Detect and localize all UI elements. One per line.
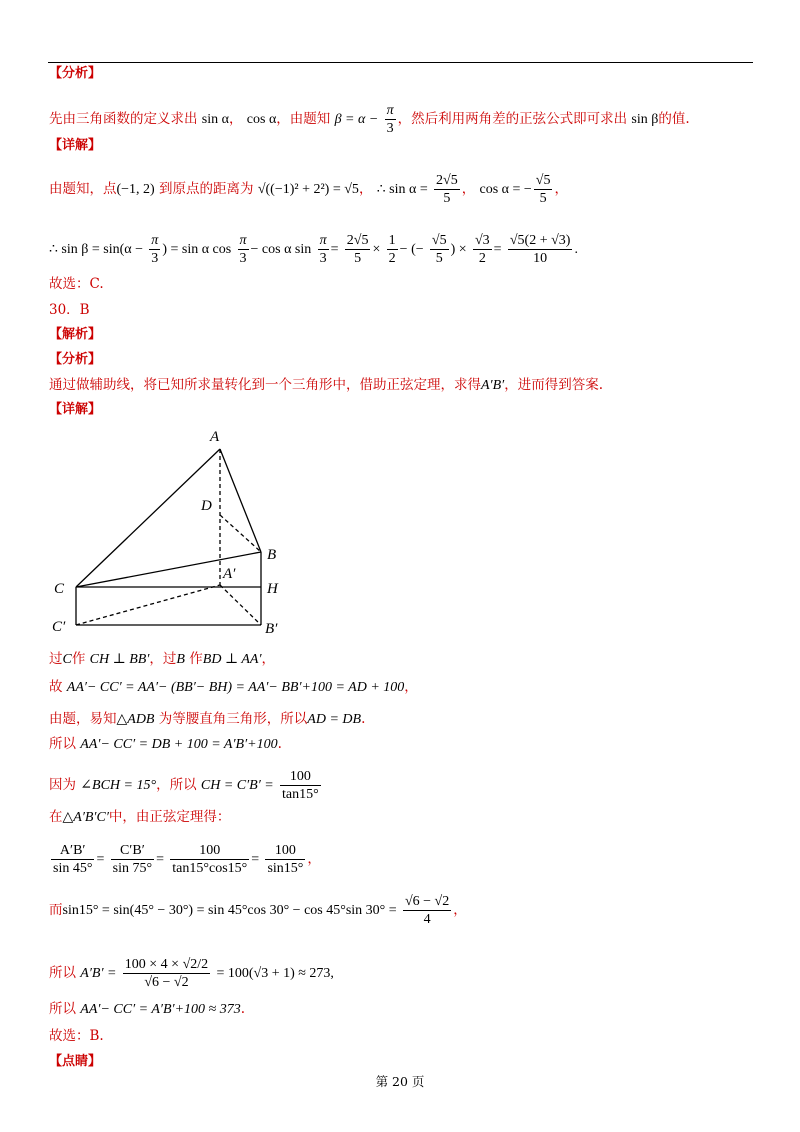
s1-e: ， [261, 651, 276, 667]
period: . [574, 242, 578, 257]
s10-eq: AA′− CC′ = A′B′+100 ≈ 373 [80, 1002, 241, 1017]
distance: √((−1)² + 2²) = √5 [257, 182, 359, 197]
s8-frac [403, 893, 451, 928]
s1-c: ，过 [149, 651, 177, 667]
step-9 [49, 956, 334, 991]
s10-a: 所以 [49, 1001, 76, 1017]
s1-d: 作 [189, 651, 203, 667]
one: 1 [388, 233, 396, 248]
s8-num: √6 − √2 [404, 894, 450, 909]
analysis2-a: 通过做辅助线，将已知所求量转化到一个三角形中，借助正弦定理，求得 [49, 377, 481, 393]
therefore-sin: ∴ sin α = [376, 182, 428, 197]
sin-beta: sin β [631, 112, 659, 127]
cos-frac [534, 172, 553, 207]
step-6 [49, 807, 230, 828]
d2-a: ∴ sin β = sin(α − [49, 242, 143, 257]
s7-eq3: = [251, 852, 260, 867]
d2-b: ) = sin α cos [162, 242, 232, 257]
s7-f4 [265, 842, 305, 877]
cos-frac-2 [430, 232, 449, 267]
edge-AB [220, 449, 261, 552]
pi-b: π [239, 233, 247, 248]
s6-tri: △A′B′C′ [62, 810, 109, 825]
label-B: B [267, 547, 277, 563]
d1-c: ， [358, 181, 373, 197]
s1-BD: BD ⊥ AA′ [202, 652, 262, 667]
geometry-figure [40, 425, 300, 640]
s9-frac [123, 956, 210, 991]
analysis-d: 的值. [658, 111, 690, 127]
detail-line-2 [49, 232, 578, 267]
result-frac [508, 232, 573, 267]
answer-1: 故选：C. [49, 276, 104, 292]
pi-c: π [319, 233, 327, 248]
s10-b: . [240, 1001, 245, 1017]
s9-rhs: = 100(√3 + 1) ≈ 273, [216, 966, 334, 981]
s5-num: 100 [280, 768, 321, 786]
analysis-c: ，然后利用两角差的正弦公式即可求出 [397, 111, 628, 127]
s1-a: 过 [49, 651, 63, 667]
s7-f2d: sin 75° [112, 861, 153, 876]
step-1 [49, 649, 275, 670]
detail-tag-1: 【详解】 [49, 138, 102, 153]
comma: ， [461, 181, 476, 197]
s5-eq: CH = C′B′ = [200, 778, 274, 793]
s7-end: ， [307, 851, 321, 867]
s4-a: 所以 [49, 736, 76, 752]
three-c: 3 [319, 251, 327, 266]
detail-tag-2: 【详解】 [49, 402, 102, 417]
s3-c: . [361, 711, 366, 727]
step-2 [49, 677, 418, 698]
step-5 [49, 768, 323, 803]
s4-eq: AA′− CC′ = DB + 100 = A′B′+100 [80, 737, 278, 752]
label-Cp: C′ [52, 619, 66, 635]
cos-lhs: cos α = − [479, 182, 532, 197]
two: 2 [388, 251, 396, 266]
s9-a: 所以 [49, 965, 76, 981]
label-A: A [210, 429, 220, 445]
analysis2-end: ，进而得到答案. [504, 377, 604, 393]
step-8 [49, 893, 467, 928]
pi-over-3 [385, 102, 396, 137]
edge-CpAp [76, 585, 220, 625]
s3-b: 为等腰直角三角形，所以 [158, 711, 308, 727]
sin-frac [434, 172, 460, 207]
sin-den: 5 [443, 191, 451, 206]
dianjing-tag: 【点睛】 [49, 1054, 102, 1069]
s3-a: 由题，易知 [49, 711, 117, 727]
pi3-b [238, 232, 249, 267]
sin-frac-2 [345, 232, 371, 267]
s5-b: ，所以 [156, 777, 197, 793]
s7-eq1: = [96, 852, 105, 867]
d2-g: ) × [450, 242, 467, 257]
analysis-b: ，由题知 [276, 111, 331, 127]
s8-eq: sin15° = sin(45° − 30°) = sin 45°cos 30° − cos 45°sin 30° = [62, 903, 397, 918]
s1-B: B [176, 652, 185, 667]
three-b: 3 [239, 251, 247, 266]
s7-f1n: A′B′ [51, 842, 94, 860]
cos-alpha: cos α [246, 112, 277, 127]
s7-f1 [51, 842, 94, 877]
s7-f4d: sin15° [267, 861, 304, 876]
s3-tri: △ADB [116, 712, 155, 727]
label-H: H [267, 581, 278, 597]
analysis-tag-2: 【分析】 [49, 352, 102, 367]
half [387, 232, 398, 267]
answer-2: 故选：B. [49, 1028, 104, 1044]
sin-den-2: 5 [354, 251, 362, 266]
d2-f: − (− [399, 242, 424, 257]
s8-den: 4 [423, 912, 431, 927]
sin-alpha: sin α [201, 112, 229, 127]
s9-den: √6 − √2 [144, 975, 189, 990]
d2-h: = [493, 242, 502, 257]
header-rule [48, 62, 753, 63]
label-C: C [54, 581, 65, 597]
cos-den-2: 5 [435, 251, 443, 266]
step-7 [49, 842, 321, 877]
comma2: ， [554, 181, 568, 197]
s7-f3d: tan15°cos15° [172, 861, 248, 876]
res-den: 10 [533, 251, 548, 266]
point: (−1, 2) [116, 182, 155, 197]
s1-b: 作 [71, 651, 86, 667]
s1-C: C [62, 652, 72, 667]
s5-ang: ∠BCH = 15° [80, 778, 157, 793]
s2-a: 故 [49, 679, 63, 695]
s7-f4n: 100 [265, 842, 305, 860]
s7-f1d: sin 45° [53, 861, 93, 876]
step-4 [49, 734, 282, 755]
sqrt3-half [473, 232, 492, 267]
cos-den: 5 [539, 191, 547, 206]
pi3-c [318, 232, 329, 267]
d1-b: 到原点的距离为 [159, 181, 254, 197]
cos-num-2: √5 [431, 233, 447, 248]
sin-num-2: 2√5 [346, 233, 369, 248]
s5-a: 因为 [49, 777, 76, 793]
s7-f2 [111, 842, 154, 877]
cos-num: √5 [535, 173, 551, 188]
analysis-text-1 [49, 102, 690, 137]
three-a: 3 [151, 251, 159, 266]
s8-a: 而 [49, 902, 63, 918]
s8-b: ， [453, 902, 467, 918]
analysis-a: 先由三角函数的定义求出 [49, 111, 198, 127]
jiexi-tag: 【解析】 [49, 327, 102, 342]
analysis-tag-1: 【分析】 [49, 66, 102, 81]
q30-title: 30．B [49, 302, 90, 318]
pi: π [386, 103, 394, 118]
label-Ap: A′ [223, 566, 236, 582]
step-10 [49, 999, 245, 1020]
s6-a: 在 [49, 809, 63, 825]
apbp: A′B′ [481, 378, 505, 393]
s2-eq: AA′− CC′ = AA′− (BB′− BH) = AA′− BB′+100 = AD + 100 [66, 680, 405, 695]
edge-ApBp [220, 585, 261, 625]
beta-eq: β = α − [334, 112, 379, 127]
d2-e: × [372, 242, 381, 257]
sqrt3: √3 [474, 233, 490, 248]
s3-eq: AD = DB [307, 712, 362, 727]
sin-num: 2√5 [436, 173, 458, 188]
s7-f2n: C′B′ [111, 842, 154, 860]
edge-CA [76, 449, 220, 587]
analysis-text-2 [49, 375, 603, 396]
res-num: √5(2 + √3) [509, 233, 571, 248]
pi3-a [149, 232, 160, 267]
d2-d: = [330, 242, 339, 257]
s4-b: . [277, 736, 282, 752]
s7-f3n: 100 [170, 842, 249, 860]
two-b: 2 [478, 251, 486, 266]
page-number: 第 20 页 [375, 1074, 425, 1089]
s1-CH: CH ⊥ BB′ [89, 652, 150, 667]
step-3 [49, 709, 365, 730]
detail-line-1 [49, 172, 568, 207]
s9-num: 100 × 4 × √2/2 [124, 957, 209, 972]
d2-c: − cos α sin [250, 242, 312, 257]
s6-b: 中，由正弦定理得： [108, 809, 231, 825]
d1-a: 由题知，点 [49, 181, 117, 197]
three: 3 [386, 121, 394, 136]
s2-b: ， [404, 679, 418, 695]
s5-den: tan15° [282, 787, 319, 802]
s7-eq2: = [156, 852, 164, 867]
label-Bp: B′ [265, 621, 278, 637]
sep: ， [228, 111, 243, 127]
s5-frac [280, 768, 321, 803]
s7-f3 [170, 842, 249, 877]
pi-a: π [151, 233, 159, 248]
s9-lhs: A′B′ = [80, 966, 117, 981]
edge-DB [220, 515, 261, 552]
label-D: D [201, 498, 212, 514]
